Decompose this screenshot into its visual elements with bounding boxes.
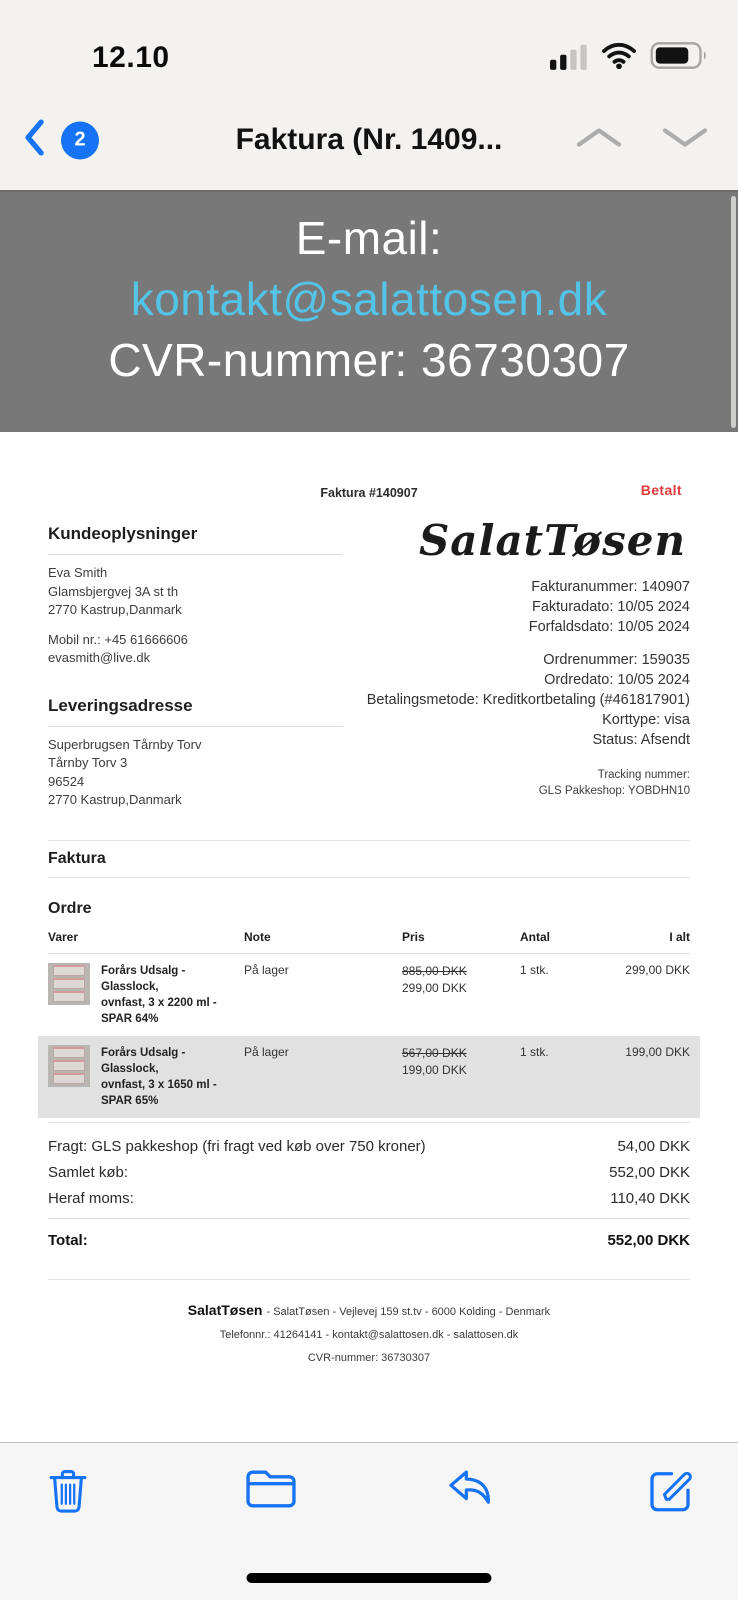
product-qty: 1 stk. bbox=[520, 1044, 549, 1059]
email-link[interactable]: kontakt@salattosen.dk bbox=[130, 273, 608, 325]
product-note: På lager bbox=[244, 962, 289, 977]
cellular-signal-icon bbox=[550, 42, 588, 75]
previous-message-button[interactable] bbox=[576, 127, 622, 154]
section-heading-faktura: Faktura bbox=[48, 840, 690, 878]
unread-count-badge: 2 bbox=[61, 121, 99, 159]
customer-address: Eva Smith Glamsbjergvej 3A st th 2770 Kastrup,Danmark bbox=[48, 565, 182, 617]
cvr-line: CVR-nummer: 36730307 bbox=[108, 334, 630, 386]
vat-label: Heraf moms: bbox=[48, 1189, 134, 1207]
next-message-button[interactable] bbox=[662, 127, 708, 154]
folder-icon[interactable] bbox=[245, 1467, 293, 1515]
product-thumbnail bbox=[48, 1045, 90, 1087]
section-heading-ordre: Ordre bbox=[48, 899, 92, 917]
back-button[interactable] bbox=[22, 119, 99, 162]
product-price: 885,00 DKK 299,00 DKK bbox=[402, 963, 467, 995]
product-name: Forårs Udsalg - Glasslock, ovnfast, 3 x 1650 ml - SPAR 65% bbox=[101, 1046, 217, 1107]
subtotal-value: 552,00 DKK bbox=[609, 1163, 690, 1181]
wifi-icon bbox=[601, 42, 637, 74]
trash-icon[interactable] bbox=[44, 1467, 92, 1515]
status-icons bbox=[550, 41, 708, 75]
bottom-toolbar bbox=[0, 1442, 738, 1600]
grand-total-label: Total: bbox=[48, 1231, 88, 1249]
product-qty: 1 stk. bbox=[520, 962, 549, 977]
email-header-block bbox=[0, 190, 738, 432]
scrollbar[interactable] bbox=[731, 196, 736, 428]
status-time: 12.10 bbox=[92, 41, 170, 74]
footer-brand: SalatTøsen bbox=[187, 1301, 263, 1318]
invoice-document bbox=[0, 432, 738, 1367]
product-line-total: 199,00 DKK bbox=[625, 1044, 690, 1059]
invoice-meta: Fakturanummer: 140907 Fakturadato: 10/05 2024 Forfaldsdato: 10/05 2024 bbox=[528, 579, 690, 635]
totals-section bbox=[48, 1122, 690, 1209]
product-price: 567,00 DKK 199,00 DKK bbox=[402, 1045, 467, 1077]
shipping-address: Superbrugsen Tårnby Torv Tårnby Torv 3 96524 2770 Kastrup,Danmark bbox=[48, 736, 202, 807]
vat-value: 110,40 DKK bbox=[610, 1189, 690, 1207]
back-chevron-icon bbox=[22, 119, 46, 162]
grand-total-value: 552,00 DKK bbox=[607, 1231, 690, 1249]
nav-bar bbox=[0, 90, 738, 190]
table-row bbox=[38, 1036, 700, 1118]
battery-icon bbox=[650, 41, 708, 75]
shipping-value: 54,00 DKK bbox=[617, 1137, 690, 1155]
status-bar bbox=[0, 0, 738, 90]
shipping-label: Fragt: GLS pakkeshop (fri fragt ved køb over 750 kroner) bbox=[48, 1137, 426, 1155]
shipping-heading: Leveringsadresse bbox=[48, 696, 343, 727]
customer-heading: Kundeoplysninger bbox=[48, 524, 343, 555]
page-title: Faktura (Nr. 1409... bbox=[235, 123, 503, 156]
email-label: E-mail: bbox=[295, 212, 443, 264]
product-note: På lager bbox=[244, 1044, 289, 1059]
footer-divider bbox=[48, 1279, 690, 1280]
order-meta: Ordrenummer: 159035 Ordredato: 10/05 2024 Betalingsmetode: Kreditkortbetaling (#461817901) Korttype: visa Status: Afsendt bbox=[366, 652, 690, 748]
product-name: Forårs Udsalg - Glasslock, ovnfast, 3 x 2200 ml - SPAR 64% bbox=[101, 964, 217, 1025]
customer-contact: Mobil nr.: +45 61666606 evasmith@live.dk bbox=[48, 631, 188, 665]
brand-logo: SalatTøsen bbox=[418, 516, 686, 565]
reply-icon[interactable] bbox=[445, 1467, 493, 1515]
paid-status-badge: Betalt bbox=[640, 482, 682, 498]
invoice-footer: SalatTøsen - SalatTøsen - Vejlevej 159 st.tv - 6000 Kolding - Denmark Telefonnr.: 41264141 - kontakt@salattosen.dk - salattosen.dk CVR-nummer: 36730307 bbox=[187, 1301, 551, 1364]
tracking-info: Tracking nummer: GLS Pakkeshop: YOBDHN10 bbox=[538, 769, 690, 797]
compose-icon[interactable] bbox=[646, 1467, 694, 1515]
grand-total-row bbox=[48, 1218, 690, 1249]
invoice-doc-ref: Faktura #140907 bbox=[320, 486, 418, 500]
home-indicator[interactable] bbox=[247, 1573, 492, 1583]
product-line-total: 299,00 DKK bbox=[625, 962, 690, 977]
table-row bbox=[48, 954, 690, 1036]
product-thumbnail bbox=[48, 963, 90, 1005]
order-table-header: Varer Note Pris Antal I alt bbox=[48, 930, 690, 954]
subtotal-label: Samlet køb: bbox=[48, 1163, 129, 1181]
